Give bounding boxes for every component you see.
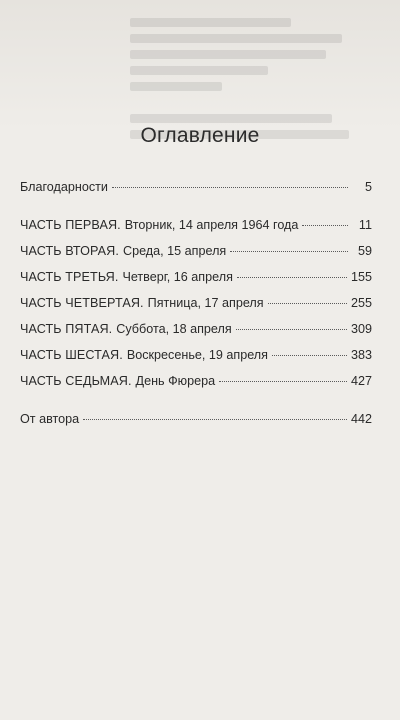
part-label: ЧАСТЬ ВТОРАЯ. xyxy=(20,244,119,258)
dot-leader xyxy=(268,303,347,304)
part-label: ЧАСТЬ ШЕСТАЯ. xyxy=(20,348,123,362)
toc-entry xyxy=(20,296,372,310)
dot-leader xyxy=(237,277,347,278)
part-label: ЧАСТЬ ПЯТАЯ. xyxy=(20,322,113,336)
toc-entry xyxy=(20,270,372,284)
part-label: ЧАСТЬ ТРЕТЬЯ. xyxy=(20,270,119,284)
page-number: 155 xyxy=(350,270,372,284)
dot-leader xyxy=(236,329,347,330)
page-number: 427 xyxy=(350,374,372,388)
page-number: 59 xyxy=(357,244,372,258)
entry-title: Благодарности xyxy=(20,180,108,194)
page-number: 442 xyxy=(350,412,372,426)
entry-title: Среда, 15 апреля xyxy=(122,244,227,258)
page-number: 383 xyxy=(350,348,372,362)
page-number: 309 xyxy=(350,322,372,336)
toc-entry xyxy=(20,244,372,258)
toc-entry xyxy=(20,374,372,388)
dot-leader xyxy=(112,187,348,188)
dot-leader xyxy=(219,381,347,382)
dot-leader xyxy=(83,419,347,420)
toc-entry xyxy=(20,348,372,362)
entry-title: Воскресенье, 19 апреля xyxy=(126,348,268,362)
toc-entry xyxy=(20,322,372,336)
toc-entry xyxy=(20,180,372,194)
part-label: ЧАСТЬ СЕДЬМАЯ. xyxy=(20,374,132,388)
dot-leader xyxy=(230,251,348,252)
part-label: ЧАСТЬ ЧЕТВЕРТАЯ. xyxy=(20,296,144,310)
page-number: 5 xyxy=(364,180,372,194)
dot-leader xyxy=(302,225,348,226)
dot-leader xyxy=(272,355,347,356)
entry-title: Суббота, 18 апреля xyxy=(116,322,232,336)
page-title: Оглавление xyxy=(140,124,260,147)
toc-entry xyxy=(20,218,372,232)
entry-title: Пятница, 17 апреля xyxy=(147,296,264,310)
entry-title: Четверг, 16 апреля xyxy=(122,270,233,284)
entry-title: От автора xyxy=(20,412,80,426)
toc-entry xyxy=(20,412,372,426)
entry-title: День Фюрера xyxy=(135,374,216,388)
page-number: 255 xyxy=(350,296,372,310)
page-number: 11 xyxy=(358,218,372,232)
part-label: ЧАСТЬ ПЕРВАЯ. xyxy=(20,218,121,232)
entry-title: Вторник, 14 апреля 1964 года xyxy=(124,218,299,232)
